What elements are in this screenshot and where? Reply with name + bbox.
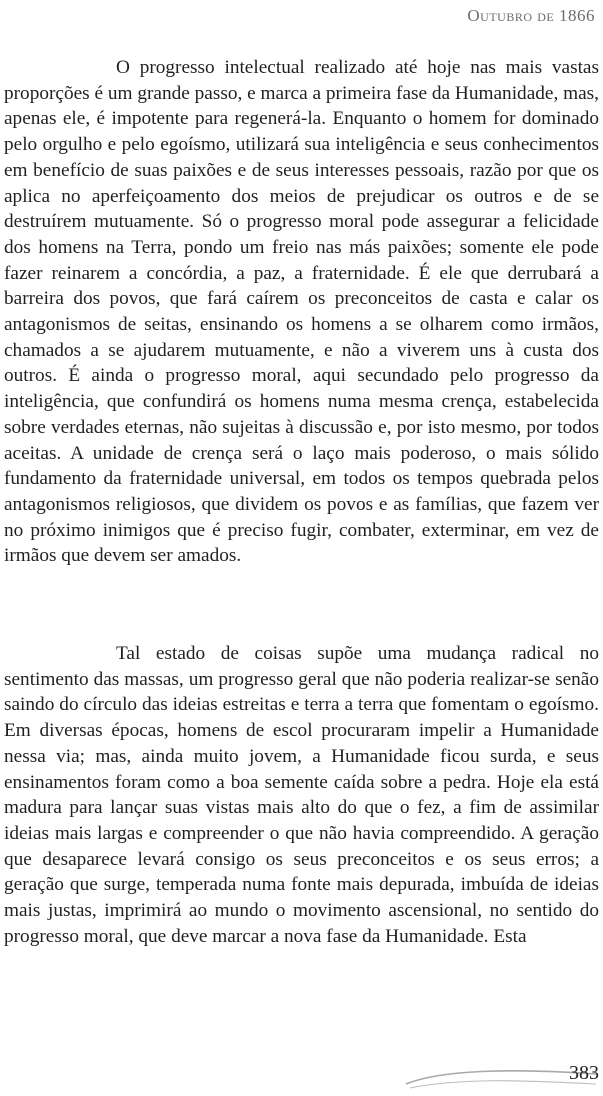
body-paragraph-1 — [4, 55, 599, 569]
paragraph-text: O progresso intelectual realizado até hoje nas mais vastas proporções é um grande passo, e marca a primeira fase da Humanidade, mas, apenas ele, é impotente para regenerá-la. Enquanto o homem for dominado pelo orgulho e pelo egoísmo, utilizará sua inteligência e seus conhecimentos em benefício de suas paixões e de seus interesses pessoais, razão por que os aplica no aperfeiçoamento dos meios de prejudicar os outros e de se destruírem mutuamente. Só o progresso moral pode assegurar a felicidade dos homens na Terra, pondo um freio nas más paixões; somente ele pode fazer reinarem a concórdia, a paz, a fraternidade. É ele que derrubará a barreira dos povos, que fará caírem os preconceitos de casta e calar os antagonismos de seitas, ensinando os homens a se olharem como irmãos, chamados a se ajudarem mutuamente, e não a viverem uns à custa dos outros. É ainda o progresso moral, aqui secundado pelo progresso da inteligência, que confundirá os homens numa mesma crença, estabelecida sobre verdades eternas, não sujeitas à discussão e, por isto mesmo, por todos aceitas. A unidade de crença será o laço mais poderoso, o mais sólido fundamento da fraternidade universal, em todos os tempos quebrada pelos antagonismos religiosos, que dividem os povos e as famílias, que fazem ver no próximo inimigos que é preciso fugir, combater, exterminar, em vez de irmãos que devem ser amados. — [4, 57, 599, 567]
paragraph-text: Tal estado de coisas supõe uma mudança radical no sentimento das massas, um progresso geral que não poderia realizar-se senão saindo do círculo das ideias estreitas e terra a terra que fomentam o egoísmo. Em diversas épocas, homens de escol procuraram impelir a Humanidade nessa via; mas, ainda muito jovem, a Humanidade ficou surda, e seus ensinamentos foram como a boa semente caída sobre a pedra. Hoje ela está madura para lançar suas vistas mais alto do que o fez, a fim de assimilar ideias mais largas e compreender o que não havia compreendido. A geração que desaparece levará consigo os seus preconceitos e os seus erros; a geração que surge, temperada numa fonte mais depurada, imbuída de ideias mais justas, imprimirá ao mundo o movimento ascensional, no sentido do progresso moral, que deve marcar a nova fase da Humanidade. Esta — [4, 643, 599, 947]
running-head: Outubro de 1866 — [467, 6, 595, 25]
body-paragraph-2 — [4, 641, 599, 949]
swoosh-curve-outer — [406, 1071, 596, 1084]
page-number: 383 — [569, 1062, 599, 1084]
